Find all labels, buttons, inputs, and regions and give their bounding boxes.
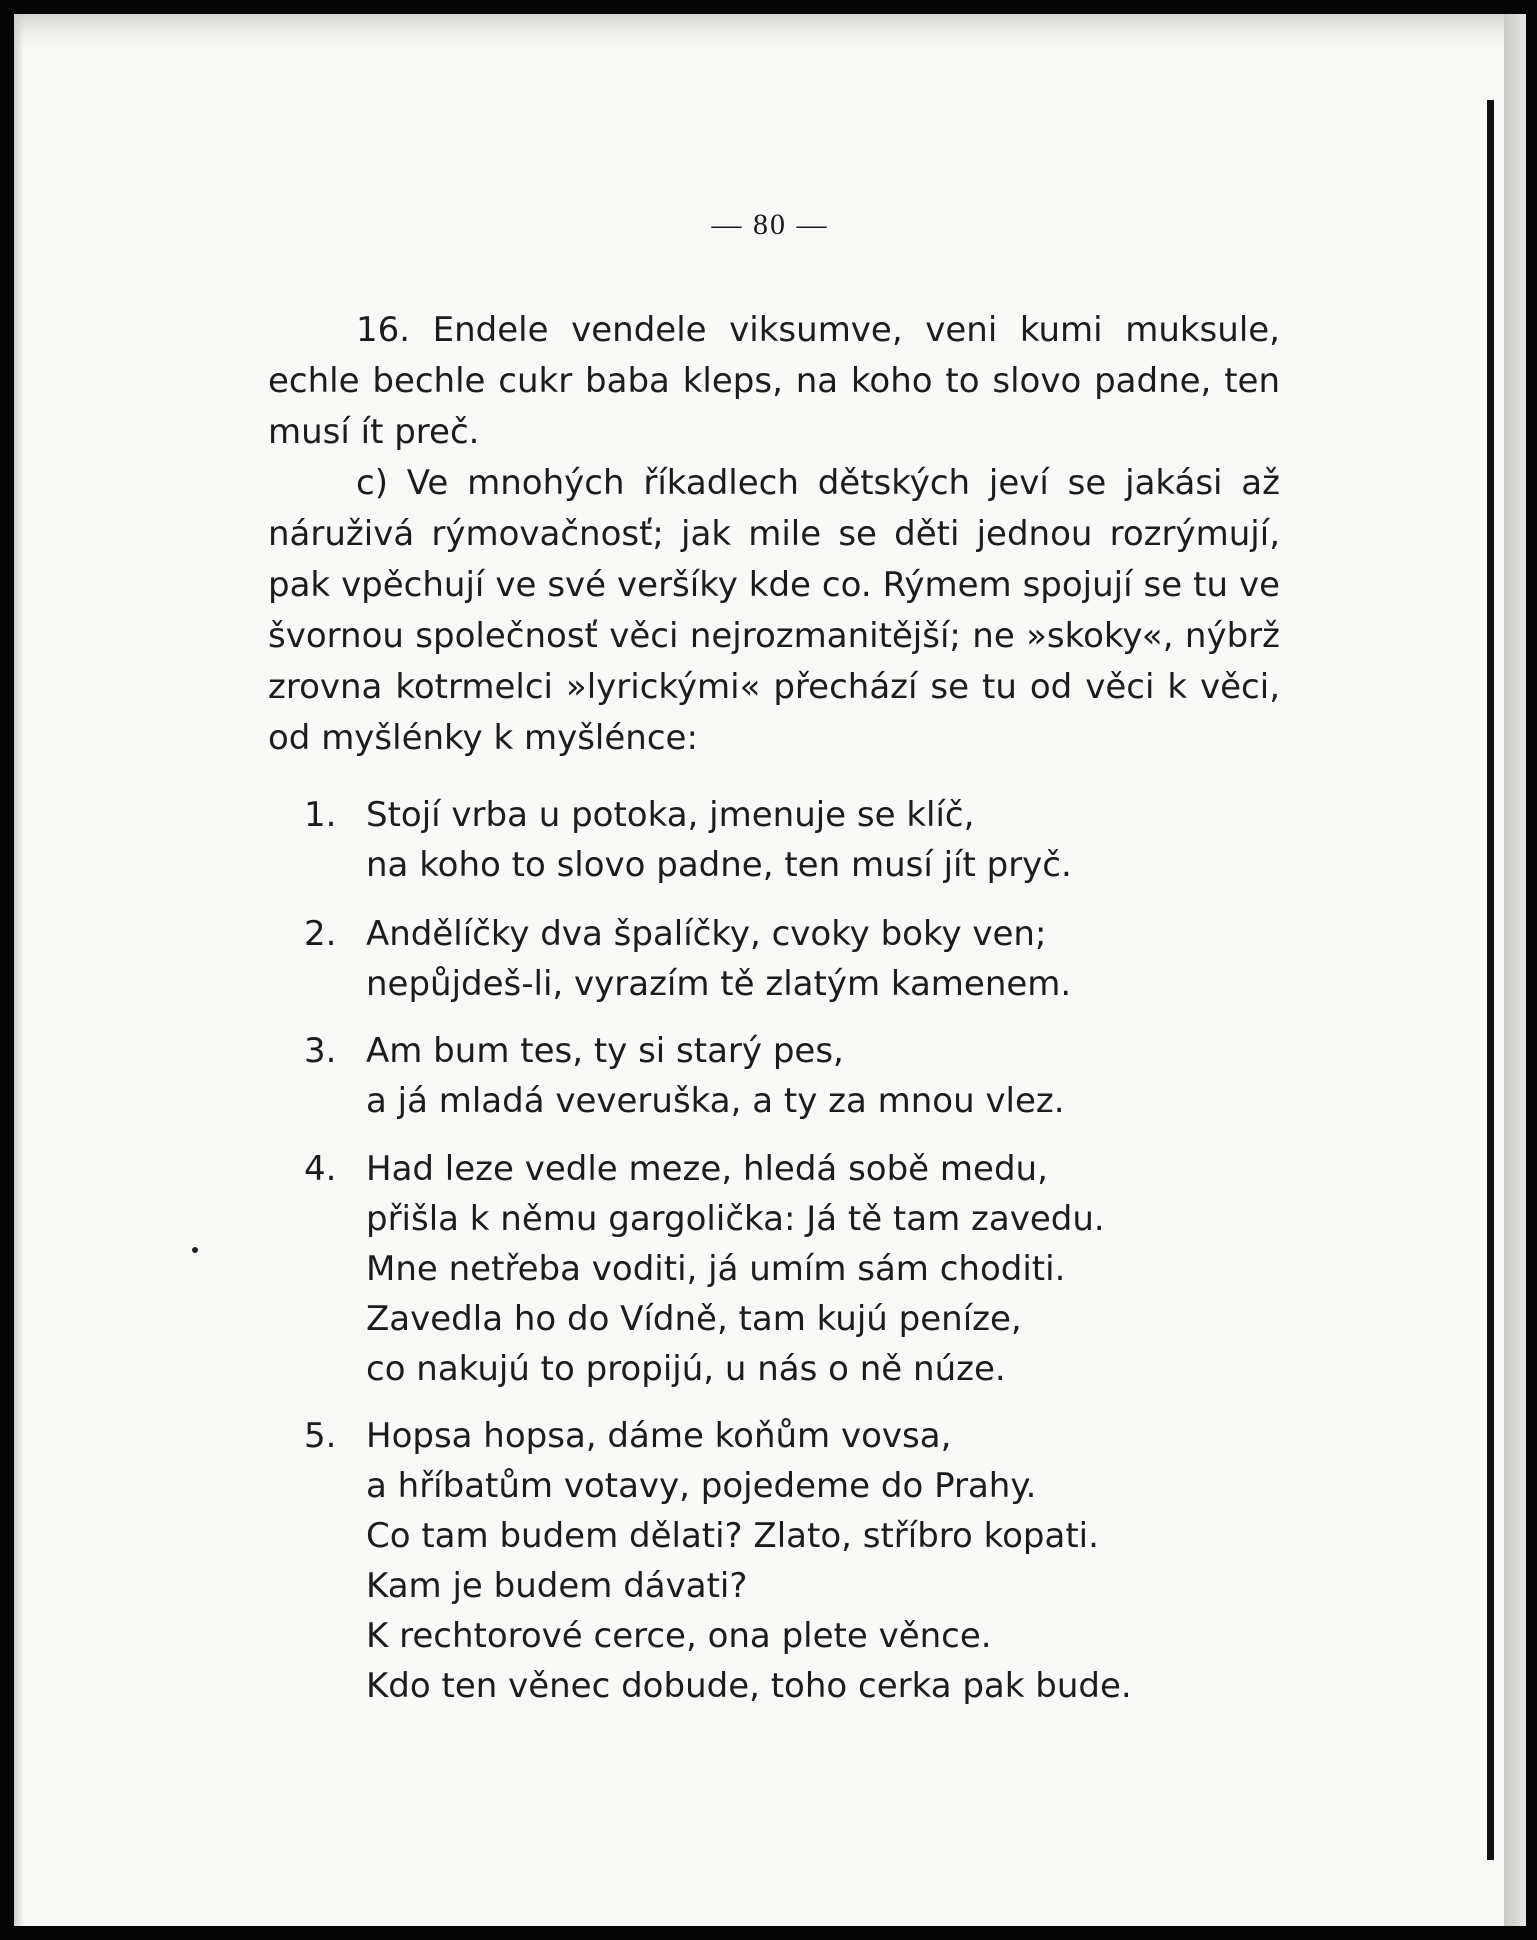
paragraph-rhyme-16 (268, 305, 1280, 458)
rhyme-line: Had leze vedle meze, hledá sobě medu, (366, 1149, 1048, 1189)
rhyme-line: Stojí vrba u potoka, jmenuje se klíč, (366, 795, 975, 835)
rhyme-line: co nakujú to propijú, u nás o ně núze. (366, 1349, 1006, 1389)
paragraph-text: c) Ve mnohých říkadlech dětských jeví se jakási až náruživá rýmovačnosť; jak mile se děti jednou rozrýmují, pak vpěchují ve své veršíky kde co. Rýmem spojují se tu ve švornou společnosť věci nejrozmanitější; ne »skoky«, nýbrž zrovna kotrmelci »lyrickými« přechází se tu od věci k věci, od myšlénky k myšlénce: (268, 463, 1280, 758)
rhyme-line: Andělíčky dva špalíčky, cvoky boky ven; (366, 914, 1047, 954)
paragraph-text: 16. Endele vendele viksumve, veni kumi muksule, echle bechle cukr baba kleps, na koho to slovo padne, ten musí ít preč. (268, 310, 1280, 452)
page-number: — 80 — (711, 208, 829, 241)
rhyme-line: Kdo ten věnec dobude, toho cerka pak bude. (366, 1666, 1132, 1706)
stray-ink-dot (192, 1247, 198, 1253)
rhyme-line: nepůjdeš-li, vyrazím tě zlatým kamenem. (366, 964, 1072, 1004)
rhyme-lines (366, 790, 1266, 890)
rhyme-number: 2. (304, 914, 337, 954)
rhyme-line: Zavedla ho do Vídně, tam kujú peníze, (366, 1299, 1022, 1339)
page-binding-line (1487, 100, 1494, 1860)
rhyme-line: a já mladá veveruška, a ty za mnou vlez. (366, 1081, 1065, 1121)
rhyme-line: Hopsa hopsa, dáme koňům vovsa, (366, 1416, 952, 1456)
rhyme-line: Kam je budem dávati? (366, 1566, 748, 1606)
rhyme-line: Mne netřeba voditi, já umím sám choditi. (366, 1249, 1066, 1289)
rhyme-lines (366, 1144, 1266, 1394)
rhyme-lines (366, 1411, 1266, 1711)
rhyme-line: Am bum tes, ty si starý pes, (366, 1031, 844, 1071)
rhyme-number: 1. (304, 795, 337, 835)
rhyme-line: K rechtorové cerce, ona plete věnce. (366, 1616, 992, 1656)
paragraph-rhyming-intro (268, 458, 1280, 764)
rhyme-number: 3. (304, 1031, 337, 1071)
rhyme-line: na koho to slovo padne, ten musí jít pryč. (366, 845, 1072, 885)
rhyme-lines (366, 1026, 1266, 1126)
rhyme-number: 4. (304, 1149, 337, 1189)
rhyme-line: Co tam budem dělati? Zlato, stříbro kopati. (366, 1516, 1099, 1556)
rhyme-line: přišla k němu gargolička: Já tě tam zavedu. (366, 1199, 1105, 1239)
scan-edge-top (14, 14, 1526, 50)
page-spine-strip (1504, 14, 1526, 1926)
rhyme-lines (366, 909, 1266, 1009)
book-page (14, 14, 1526, 1926)
scan-edge-left (14, 14, 24, 1926)
rhyme-line: a hříbatům votavy, pojedeme do Prahy. (366, 1466, 1037, 1506)
rhyme-number: 5. (304, 1416, 337, 1456)
